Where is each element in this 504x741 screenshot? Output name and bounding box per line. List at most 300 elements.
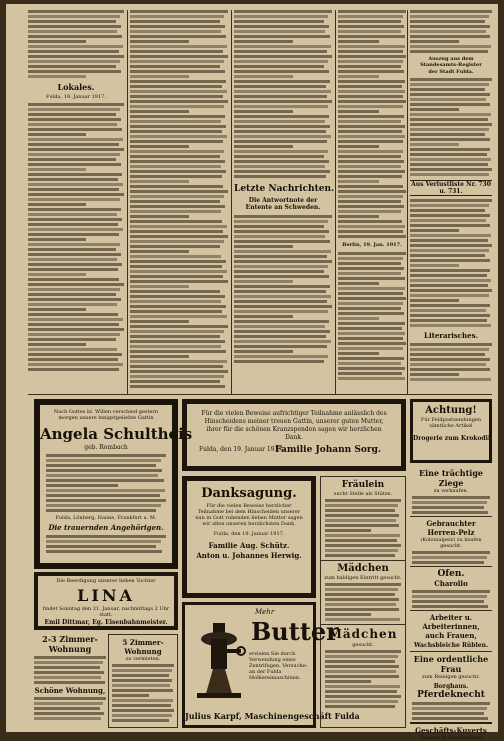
text-line xyxy=(112,684,170,687)
text-line xyxy=(338,65,401,68)
text-line xyxy=(28,203,86,206)
text-line xyxy=(234,325,325,328)
text-line xyxy=(410,224,490,227)
text-line xyxy=(46,550,162,553)
text-line xyxy=(234,170,330,173)
text-line xyxy=(28,338,116,341)
text-line xyxy=(234,115,329,118)
ad-workers-firm: Wachsbleiche Rüblen. xyxy=(413,642,489,649)
column-rule xyxy=(127,10,128,394)
text-line xyxy=(234,280,293,283)
text-line xyxy=(130,160,225,163)
ad-pelz-title: Gebrauchter Herren-Pelz xyxy=(410,516,492,537)
ad-5-zimmer xyxy=(108,634,178,728)
text-line xyxy=(410,378,491,381)
text-line xyxy=(28,303,117,306)
butter-title: Butter xyxy=(251,617,339,646)
text-line xyxy=(28,35,122,38)
deceased-born: geb. Rombach xyxy=(84,444,128,451)
text-line xyxy=(410,20,485,23)
text-line xyxy=(28,218,122,221)
burial-notice-lina xyxy=(34,572,178,630)
text-line xyxy=(410,98,486,101)
text-line xyxy=(234,125,330,128)
danksagung-date: Fulda, den 19. Januar 1917. xyxy=(213,531,285,537)
text-line xyxy=(234,355,328,358)
text-line xyxy=(234,360,324,363)
text-line xyxy=(34,697,106,700)
text-line xyxy=(28,113,116,116)
text-line xyxy=(130,280,228,283)
text-line xyxy=(234,30,325,33)
text-line xyxy=(28,188,119,191)
text-line xyxy=(234,260,332,263)
text-line xyxy=(410,373,459,376)
text-line xyxy=(130,135,227,138)
text-line xyxy=(234,40,293,43)
text-line xyxy=(234,140,327,143)
text-line xyxy=(338,282,379,285)
text-line xyxy=(410,40,459,43)
text-line xyxy=(410,93,490,96)
text-line xyxy=(234,240,330,243)
text-line xyxy=(130,30,221,33)
text-line xyxy=(410,368,490,371)
text-line xyxy=(325,665,399,668)
text-line xyxy=(46,454,166,457)
text-line xyxy=(338,105,403,108)
text-line xyxy=(34,707,100,710)
text-line xyxy=(338,40,379,43)
text-line xyxy=(234,235,325,238)
text-line xyxy=(412,561,484,564)
text-line xyxy=(412,496,490,499)
text-line xyxy=(28,128,122,131)
ad-5-zimmer-sub: zu vermieten. xyxy=(125,656,161,662)
danksagung-body: Für die vielen Beweise herzlicher Teilnahme bei dem Hinscheiden unserer nun in Gott ruhenden lieben Mutter sagen wir allen unseren herzlichsten Dank. xyxy=(195,503,303,527)
text-line xyxy=(338,155,401,158)
text-line xyxy=(130,250,189,253)
text-line xyxy=(28,213,117,216)
text-line xyxy=(28,248,116,251)
text-line xyxy=(410,219,486,222)
text-line xyxy=(325,499,401,502)
text-line xyxy=(34,666,100,669)
text-line xyxy=(338,140,403,143)
text-line xyxy=(130,340,225,343)
text-line xyxy=(130,165,221,168)
text-line xyxy=(338,292,403,295)
text-line xyxy=(28,313,118,316)
text-line xyxy=(410,78,492,81)
text-line xyxy=(234,110,293,113)
text-line xyxy=(410,50,488,53)
text-line xyxy=(410,319,487,322)
text-line xyxy=(130,355,189,358)
text-line xyxy=(325,504,398,507)
text-line xyxy=(28,183,123,186)
text-line xyxy=(338,30,401,33)
text-line xyxy=(234,270,324,273)
text-line xyxy=(338,332,405,335)
text-line xyxy=(130,85,222,88)
ad-kuverts-sub: Fuldaer Actiendruckerei xyxy=(419,735,483,741)
ad-workers-title: Arbeiter u. Arbeiterinnen, xyxy=(410,610,492,631)
ad-maedchen2-title: Mädchen xyxy=(321,624,405,641)
text-line xyxy=(130,295,225,298)
text-line xyxy=(234,55,332,58)
text-line xyxy=(130,140,223,143)
text-line xyxy=(234,100,332,103)
text-line xyxy=(28,283,124,286)
text-line xyxy=(338,225,405,228)
latest-news-heading: Letzte Nachrichten. xyxy=(234,184,335,194)
text-line xyxy=(410,244,492,247)
text-line xyxy=(28,193,124,196)
text-line xyxy=(130,125,226,128)
text-line xyxy=(412,595,487,598)
text-line xyxy=(46,545,156,548)
text-line xyxy=(130,300,221,303)
text-line xyxy=(338,150,403,153)
text-line xyxy=(325,509,395,512)
ad-maedchen2-sub: gesucht. xyxy=(352,642,374,648)
text-line xyxy=(338,185,403,188)
text-line xyxy=(410,343,492,346)
text-line xyxy=(28,273,86,276)
text-line xyxy=(28,133,86,136)
text-line xyxy=(338,20,401,23)
text-line xyxy=(130,115,225,118)
ad-ofen-title: Ofen. xyxy=(410,566,492,579)
text-line xyxy=(234,175,326,178)
achtung-body: Für Feldpostsendungen sämtliche Artikel xyxy=(420,417,482,429)
text-line xyxy=(130,145,189,148)
thanks-notice-danksagung xyxy=(182,476,316,598)
text-line xyxy=(410,269,490,272)
text-line xyxy=(338,267,404,270)
text-line xyxy=(338,60,403,63)
text-line xyxy=(234,165,325,168)
text-line xyxy=(410,45,491,48)
text-line xyxy=(28,343,86,346)
text-line xyxy=(338,180,379,183)
text-line xyxy=(28,50,119,53)
danksagung-signature-1: Familie Aug. Schütz. xyxy=(208,541,290,550)
text-line xyxy=(28,293,116,296)
text-line xyxy=(130,50,223,53)
text-line xyxy=(338,322,405,325)
butter-firm: Julius Karpf, Maschinengeschäft Fulda xyxy=(185,711,360,721)
ad-pelz-sub: (Kolonialpelz) zu kaufen gesucht. xyxy=(420,537,482,549)
text-line xyxy=(338,297,406,300)
ad-2-3-zimmer-title: 2-3 Zimmer-Wohnung xyxy=(42,634,98,654)
text-line xyxy=(112,669,172,672)
text-line xyxy=(338,215,379,218)
text-line xyxy=(410,88,485,91)
text-line xyxy=(130,10,228,13)
text-line xyxy=(28,233,119,236)
text-line xyxy=(338,337,403,340)
ad-frau-title: Eine ordentliche Frau xyxy=(410,651,492,674)
text-line xyxy=(234,95,327,98)
text-line xyxy=(28,238,86,241)
text-line xyxy=(130,370,228,373)
text-line xyxy=(234,245,293,248)
text-line xyxy=(412,707,487,710)
text-line xyxy=(130,205,225,208)
text-line xyxy=(338,70,404,73)
text-line xyxy=(130,150,224,153)
text-line xyxy=(338,35,405,38)
text-line xyxy=(130,290,220,293)
text-line xyxy=(325,685,400,688)
text-line xyxy=(410,148,490,151)
text-line xyxy=(46,489,165,492)
text-line xyxy=(234,340,331,343)
text-line xyxy=(130,330,224,333)
text-line xyxy=(325,613,371,616)
text-line xyxy=(28,288,120,291)
text-line xyxy=(410,209,485,212)
text-line xyxy=(28,323,119,326)
text-line xyxy=(28,30,117,33)
text-line xyxy=(112,699,173,702)
text-line xyxy=(338,262,401,265)
text-line xyxy=(130,110,189,113)
text-line xyxy=(234,35,330,38)
ad-ziege-title: Eine trächtige Ziege xyxy=(418,468,484,488)
text-line xyxy=(234,285,330,288)
text-line xyxy=(112,704,171,707)
text-line xyxy=(410,128,489,131)
text-line xyxy=(234,250,331,253)
text-line xyxy=(325,593,395,596)
text-line xyxy=(130,225,227,228)
text-line xyxy=(130,375,224,378)
text-line xyxy=(234,225,324,228)
section-rule xyxy=(28,394,492,395)
text-line xyxy=(46,484,118,487)
ad-maedchen1-sub: zum baldigen Eintritt gesucht. xyxy=(324,575,402,581)
text-line xyxy=(410,173,489,176)
text-line xyxy=(234,150,328,153)
text-line xyxy=(410,234,491,237)
text-line xyxy=(234,120,325,123)
notice-place: Fulda, Lönberg, Haune, Frankfurt a. M. xyxy=(55,515,157,521)
apartment-ads xyxy=(34,634,106,728)
text-line xyxy=(234,75,293,78)
text-line xyxy=(325,690,397,693)
text-line xyxy=(338,45,405,48)
text-line xyxy=(410,249,489,252)
text-line xyxy=(46,509,156,512)
text-line xyxy=(234,265,328,268)
text-line xyxy=(412,702,490,705)
text-line xyxy=(112,719,169,722)
text-line xyxy=(112,714,172,717)
ad-ziege-sub: zu verkaufen. xyxy=(433,488,469,494)
column-1-heading: Lokales. xyxy=(57,82,95,92)
text-line xyxy=(130,265,222,268)
achtung-sub: Drogerie zum Krokodil xyxy=(413,435,491,442)
text-line xyxy=(338,165,401,168)
text-line xyxy=(338,317,379,320)
text-line xyxy=(410,133,485,136)
text-line xyxy=(410,83,489,86)
text-line xyxy=(46,540,161,543)
text-line xyxy=(234,290,326,293)
text-line xyxy=(28,70,121,73)
text-line xyxy=(234,80,330,83)
text-line xyxy=(338,55,406,58)
text-line xyxy=(46,479,164,482)
text-line xyxy=(410,259,490,262)
text-line xyxy=(338,302,403,305)
registry-subheading: der Stadt Fulda. xyxy=(428,69,474,75)
text-line xyxy=(325,539,397,542)
text-line xyxy=(130,385,225,388)
thanks-body: Für die vielen Beweise aufrichtiger Teilnahme anlässlich des Hinscheidens meiner treuen Gattin, unserer guten Mutter, ihrer für die schönen Kranzspenden sagen wir herzlichen Dank. xyxy=(201,410,387,441)
text-line xyxy=(34,661,103,664)
text-line xyxy=(28,15,120,18)
text-line xyxy=(234,25,329,28)
text-line xyxy=(325,650,401,653)
text-line xyxy=(338,85,402,88)
text-line xyxy=(130,215,189,218)
text-line xyxy=(410,279,491,282)
text-line xyxy=(130,345,221,348)
text-line xyxy=(410,314,490,317)
text-line xyxy=(338,145,379,148)
text-line xyxy=(112,709,174,712)
text-line xyxy=(28,268,118,271)
text-line xyxy=(130,305,226,308)
text-line xyxy=(338,377,405,380)
text-line xyxy=(412,551,490,554)
text-line xyxy=(28,118,121,121)
text-line xyxy=(325,705,395,708)
text-line xyxy=(338,287,405,290)
notice-signature: Die trauernden Angehörigen. xyxy=(48,523,164,532)
text-line xyxy=(46,469,162,472)
text-line xyxy=(338,125,405,128)
ad-achtung xyxy=(410,399,492,463)
text-line xyxy=(325,675,399,678)
text-line xyxy=(28,55,124,58)
text-line xyxy=(130,45,227,48)
text-line xyxy=(325,680,371,683)
text-line xyxy=(338,200,401,203)
text-line xyxy=(338,235,406,238)
text-line xyxy=(338,80,405,83)
text-column-1 xyxy=(28,10,124,394)
text-line xyxy=(130,260,226,263)
text-line xyxy=(338,257,403,260)
text-line xyxy=(325,598,399,601)
thanks-signature: Familie Johann Sorg. xyxy=(275,445,381,455)
text-line xyxy=(46,474,158,477)
ad-pferde-sub: Pferdeknecht xyxy=(417,690,485,700)
text-line xyxy=(410,204,489,207)
text-line xyxy=(410,229,459,232)
text-line xyxy=(28,153,120,156)
text-line xyxy=(28,253,121,256)
text-line xyxy=(410,299,459,302)
text-line xyxy=(234,215,332,218)
text-line xyxy=(410,153,487,156)
text-line xyxy=(112,694,149,697)
achtung-title: Achtung! xyxy=(425,405,477,416)
text-line xyxy=(130,210,221,213)
column-rule xyxy=(335,10,336,394)
text-line xyxy=(28,328,124,331)
registry-heading: Auszug aus dem Standesamts-Register xyxy=(420,56,482,68)
text-line xyxy=(410,363,486,366)
text-line xyxy=(338,352,379,355)
text-line xyxy=(130,80,226,83)
text-line xyxy=(130,180,189,183)
text-line xyxy=(338,205,404,208)
text-line xyxy=(234,15,328,18)
text-line xyxy=(234,230,329,233)
text-line xyxy=(130,95,223,98)
text-line xyxy=(130,130,222,133)
text-line xyxy=(130,270,227,273)
text-line xyxy=(410,138,490,141)
text-line xyxy=(28,298,121,301)
text-line xyxy=(412,717,488,720)
text-line xyxy=(234,160,329,163)
text-line xyxy=(234,310,328,313)
text-line xyxy=(130,325,228,328)
text-line xyxy=(234,155,324,158)
text-line xyxy=(130,55,228,58)
text-line xyxy=(130,235,228,238)
text-line xyxy=(338,210,401,213)
text-line xyxy=(338,130,402,133)
text-line xyxy=(234,90,331,93)
text-line xyxy=(28,178,118,181)
text-line xyxy=(34,702,103,705)
text-line xyxy=(34,717,101,720)
danksagung-title: Danksagung. xyxy=(201,486,297,501)
text-line xyxy=(234,275,329,278)
text-line xyxy=(234,255,327,258)
text-line xyxy=(130,155,220,158)
text-line xyxy=(28,40,86,43)
text-line xyxy=(234,105,328,108)
text-line xyxy=(130,35,226,38)
ad-fraeulein-sub: sucht Stelle als Stütze. xyxy=(333,491,393,497)
text-line xyxy=(28,358,118,361)
ad-pferde-title: Borghaus. xyxy=(433,683,469,690)
text-line xyxy=(410,199,492,202)
text-line xyxy=(234,300,327,303)
deceased-name: Angela Schultheis xyxy=(40,425,193,443)
text-line xyxy=(28,223,118,226)
text-line xyxy=(46,464,156,467)
text-line xyxy=(234,20,324,23)
text-line xyxy=(410,254,485,257)
column-rule xyxy=(231,10,232,394)
text-line xyxy=(234,85,326,88)
text-line xyxy=(130,185,223,188)
text-line xyxy=(28,123,117,126)
burial-body: findet Sonntag den 21. Januar, nachmittags 2 Uhr statt. xyxy=(42,606,170,618)
ad-frau-sub: zum Reinigen gesucht. xyxy=(422,674,480,680)
text-line xyxy=(338,357,404,360)
